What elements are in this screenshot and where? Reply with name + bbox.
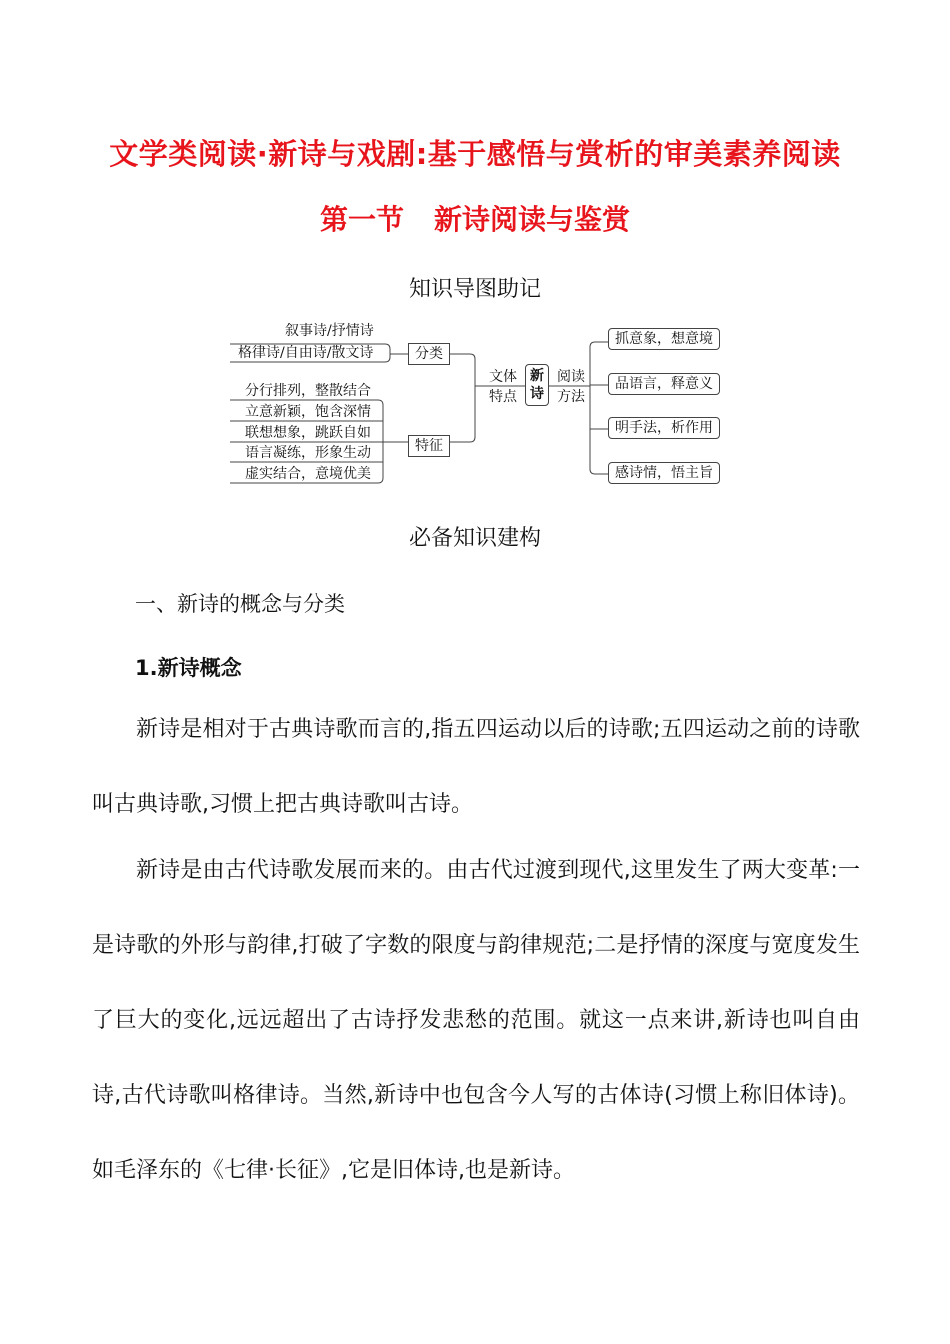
left-branch-label-line2: 特点 — [489, 389, 517, 405]
center-node-char-1: 新 — [530, 368, 544, 384]
method-box-2: 品语言，释意义 — [608, 373, 720, 395]
classification-item-metrical-free-prose: 格律诗/自由诗/散文诗 — [238, 345, 374, 361]
right-branch-label-line1: 阅读 — [557, 369, 585, 385]
feature-item-3: 联想想象，跳跃自如 — [245, 425, 371, 441]
feature-item-1: 分行排列，整散结合 — [245, 383, 371, 399]
feature-item-4: 语言凝练，形象生动 — [245, 445, 371, 461]
section-name: 新诗阅读与鉴赏 — [434, 203, 631, 236]
connector-right-main — [548, 342, 608, 474]
mindmap-heading: 知识导图助记 — [408, 277, 541, 302]
section-number: 第一节 — [319, 203, 404, 236]
section-title — [0, 198, 950, 238]
method-box-4: 感诗情，悟主旨 — [608, 462, 720, 484]
classification-item-narrative-lyric: 叙事诗/抒情诗 — [285, 323, 374, 339]
knowledge-heading: 必备知识建构 — [408, 526, 541, 551]
paragraph-1: 新诗是相对于古典诗歌而言的,指五四运动以后的诗歌;五四运动之前的诗歌叫古典诗歌,习惯上把古典诗歌叫古诗。 — [92, 717, 860, 817]
main-title: 文学类阅读·新诗与戏剧:基于感悟与赏析的审美素养阅读 — [109, 137, 841, 171]
feature-item-5: 虚实结合，意境优美 — [245, 466, 371, 482]
features-box: 特征 — [408, 435, 450, 457]
subsection-heading-concept: 1.新诗概念 — [135, 656, 242, 680]
section-heading-concept-classification: 一、新诗的概念与分类 — [135, 592, 345, 616]
mindmap-diagram — [230, 318, 725, 490]
feature-item-2: 立意新颖，饱含深情 — [245, 404, 371, 420]
center-node-char-2: 诗 — [530, 386, 544, 402]
method-box-3: 明手法，析作用 — [608, 417, 720, 439]
classification-box: 分类 — [408, 343, 450, 365]
left-branch-label-line1: 文体 — [489, 369, 517, 385]
method-box-1: 抓意象，想意境 — [608, 328, 720, 350]
right-branch-label-line2: 方法 — [557, 389, 585, 405]
center-node-new-poetry — [525, 364, 549, 406]
paragraph-2: 新诗是由古代诗歌发展而来的。由古代过渡到现代,这里发生了两大变革:一是诗歌的外形与韵律,打破了字数的限度与韵律规范;二是抒情的深度与宽度发生了巨大的变化,远远超出了古诗抒发悲愁的范围。就这一点来讲,新诗也叫自由诗,古代诗歌叫格律诗。当然,新诗中也包含今人写的古体诗(习惯上称旧体诗)。如毛泽东的《七律·长征》,它是旧体诗,也是新诗。 — [92, 858, 860, 1183]
